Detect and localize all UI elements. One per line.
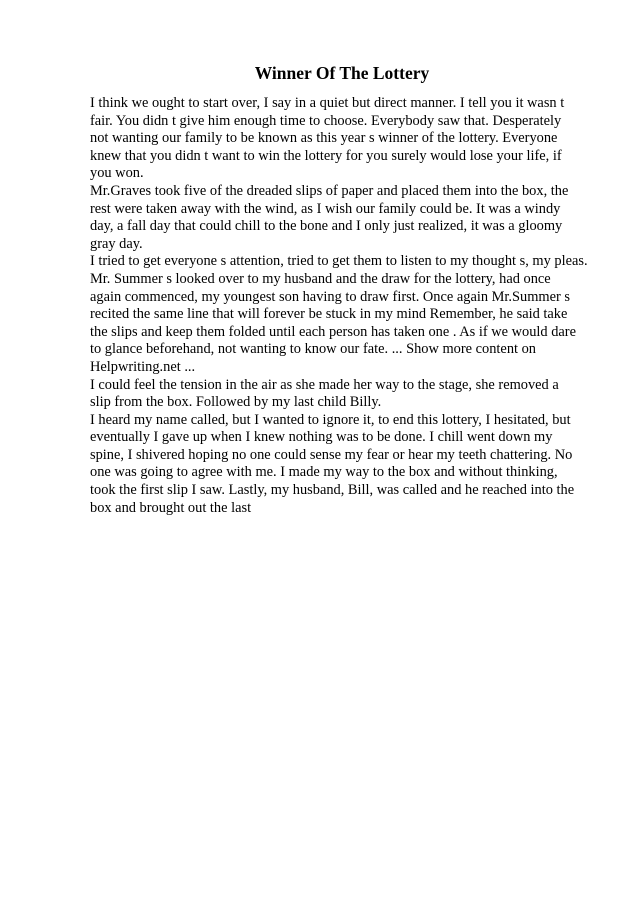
body-line: I heard my name called, but I wanted to ignore it, to end this lottery, I hesitated, but — [90, 411, 571, 428]
body-line: I tried to get everyone s attention, tried to get them to listen to my thought s, my pleas. — [90, 253, 588, 270]
body-line: Mr.Graves took five of the dreaded slips of paper and placed them into the box, the — [90, 182, 569, 199]
body-line: Helpwriting.net ... — [90, 358, 196, 375]
body-line: day, a fall day that could chill to the bone and I only just realized, it was a gloomy — [90, 218, 563, 235]
body-line: recited the same line that will forever be stuck in my mind Remember, he said take — [90, 306, 568, 323]
body-line: gray day. — [90, 235, 143, 252]
body-line: again commenced, my youngest son having to draw first. Once again Mr.Summer s — [90, 288, 570, 305]
body-line: box and brought out the last — [90, 499, 252, 516]
body-line: I think we ought to start over, I say in a quiet but direct manner. I tell you it wasn t — [90, 95, 565, 111]
body-line: to glance beforehand, not wanting to know our fate. ... Show more content on — [90, 341, 536, 358]
body-line: took the first slip I saw. Lastly, my husband, Bill, was called and he reached into the — [90, 482, 575, 499]
body-line: not wanting our family to be known as this year s winner of the lottery. Everyone — [90, 130, 558, 147]
document-body — [90, 95, 630, 517]
body-line: one was going to agree with me. I made my way to the box and without thinking, — [90, 464, 558, 481]
body-line: fair. You didn t give him enough time to choose. Everybody saw that. Desperately — [90, 112, 562, 129]
body-line: I could feel the tension in the air as she made her way to the stage, she removed a — [90, 376, 559, 393]
body-line: rest were taken away with the wind, as I wish our family could be. It was a windy — [90, 200, 561, 217]
body-line: you won. — [90, 165, 144, 182]
body-line: Mr. Summer s looked over to my husband and the draw for the lottery, had once — [90, 270, 551, 287]
body-line: spine, I shivered hoping no one could sense my fear or hear my teeth chattering. No — [90, 446, 573, 463]
document-title: Winner Of The Lottery — [254, 63, 430, 83]
body-line: slip from the box. Followed by my last child Billy. — [90, 394, 382, 411]
body-line: knew that you didn t want to win the lottery for you surely would lose your life, if — [90, 147, 562, 164]
body-line: the slips and keep them folded until each person has taken one . As if we would dare — [90, 323, 576, 340]
body-line: eventually I gave up when I knew nothing was to be done. I chill went down my — [90, 429, 553, 446]
